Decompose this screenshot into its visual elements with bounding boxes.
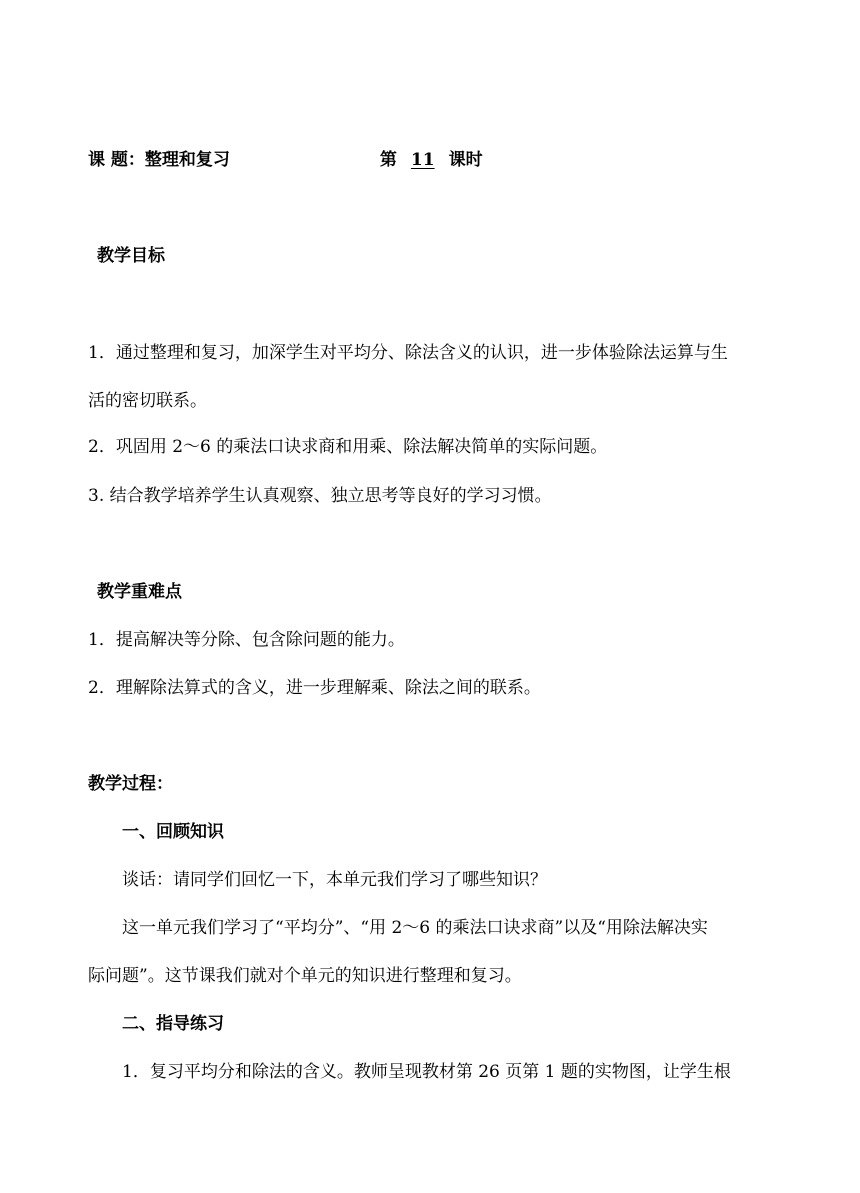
objective-item-3: 3. 结合教学培养学生认真观察、独立思考等良好的学习习惯。 — [88, 486, 552, 506]
objective-item-2: 2．巩固用 2～6 的乘法口诀求商和用乘、除法解决简单的实际问题。 — [88, 437, 608, 457]
objectives-heading: 教学目标 — [97, 246, 165, 266]
topic-title: 整理和复习 — [144, 150, 230, 170]
section1-line-3: 际问题”。这节课我们就对个单元的知识进行整理和复习。 — [88, 966, 522, 986]
lesson-prefix: 第 — [379, 150, 397, 170]
key-point-item-2: 2．理解除法算式的含义，进一步理解乘、除法之间的联系。 — [88, 678, 541, 698]
section1-title: 一、回顾知识 — [122, 822, 224, 842]
key-point-item-1: 1．提高解决等分除、包含除问题的能力。 — [88, 630, 405, 650]
objective-item-1-cont: 活的密切联系。 — [88, 391, 207, 411]
lesson-suffix: 课时 — [448, 150, 483, 170]
objective-item-1: 1．通过整理和复习，加深学生对平均分、除法含义的认识，进一步体验除法运算与生 — [88, 343, 728, 363]
section1-line-2: 这一单元我们学习了“平均分”、“用 2～6 的乘法口诀求商”以及“用除法解决实 — [122, 918, 708, 938]
process-heading: 教学过程： — [88, 774, 173, 794]
topic-label: 课 题： — [88, 150, 145, 170]
key-points-heading: 教学重难点 — [97, 582, 182, 602]
section1-line-1: 谈话：请同学们回忆一下，本单元我们学习了哪些知识？ — [122, 870, 547, 890]
section2-title: 二、指导练习 — [122, 1014, 224, 1034]
lesson-number: 11 — [410, 150, 435, 170]
lesson-header — [88, 149, 483, 171]
section2-line-1: 1．复习平均分和除法的含义。教师呈现教材第 26 页第 1 题的实物图，让学生根 — [122, 1062, 731, 1082]
